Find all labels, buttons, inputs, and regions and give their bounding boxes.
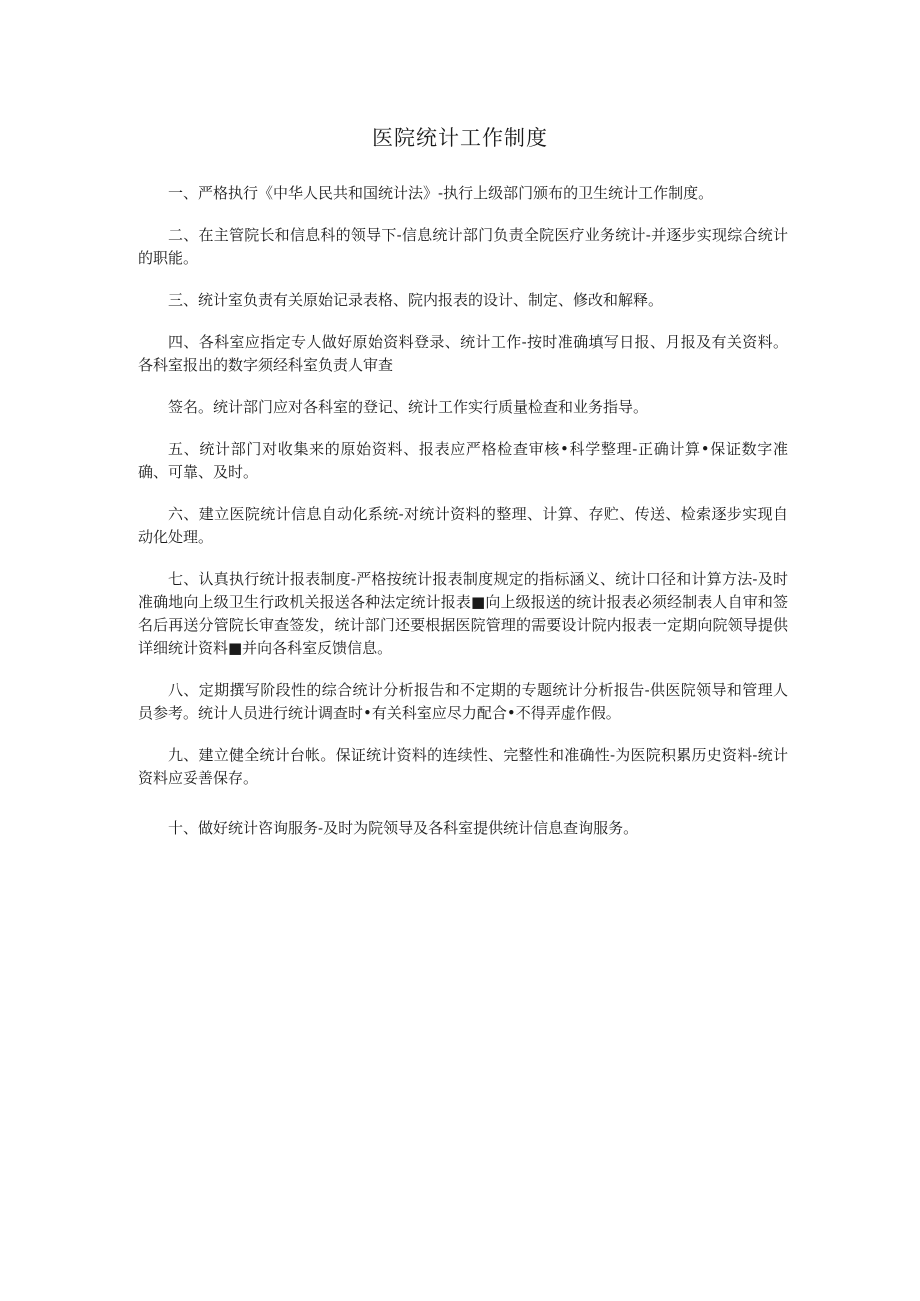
paragraph-7: 七、认真执行统计报表制度-严格按统计报表制度规定的指标涵义、统计口径和计算方法-及时准确地向上级卫生行政机关报送各种法定统计报表■向上级报送的统计报表必须经制表人自审和签名后再送分管院长审查签发，统计部门还要根据医院管理的需要设计院内报表一定期向院领导提供详细统计资料■并向各科室反馈信息。 bbox=[138, 570, 788, 657]
paragraph-2: 二、在主管院长和信息科的领导下-信息统计部门负责全院医疗业务统计-并逐步实现综合统计的职能。 bbox=[138, 226, 788, 267]
paragraph-5: 五、统计部门对收集来的原始资料、报表应严格检查审核•科学整理-正确计算•保证数字准确、可靠、及时。 bbox=[138, 440, 788, 481]
paragraph-3: 三、统计室负责有关原始记录表格、院内报表的设计、制定、修改和解释。 bbox=[168, 291, 664, 309]
document-body bbox=[138, 182, 788, 859]
paragraph-4: 四、各科室应指定专人做好原始资料登录、统计工作-按时准确填写日报、月报及有关资料。各科室报出的数字须经科室负责人审查 bbox=[138, 333, 788, 374]
paragraph-6: 六、建立医院统计信息自动化系统-对统计资料的整理、计算、存贮、传送、检索逐步实现自动化处理。 bbox=[138, 505, 788, 546]
paragraph-8: 八、定期撰写阶段性的综合统计分析报告和不定期的专题统计分析报告-供医院领导和管理人员参考。统计人员进行统计调查时•有关科室应尽力配合•不得弄虚作假。 bbox=[138, 681, 788, 722]
paragraph-1: 一、严格执行《中华人民共和国统计法》-执行上级部门颁布的卫生统计工作制度。 bbox=[168, 184, 714, 202]
paragraph-9: 九、建立健全统计台帐。保证统计资料的连续性、完整性和准确性-为医院积累历史资料-统计资料应妥善保存。 bbox=[138, 746, 788, 787]
paragraph-10: 十、做好统计咨询服务-及时为院领导及各科室提供统计信息查询服务。 bbox=[168, 819, 639, 837]
paragraph-4-continued: 签名。统计部门应对各科室的登记、统计工作实行质量检查和业务指导。 bbox=[168, 398, 649, 416]
document-title: 医院统计工作制度 bbox=[372, 126, 548, 150]
